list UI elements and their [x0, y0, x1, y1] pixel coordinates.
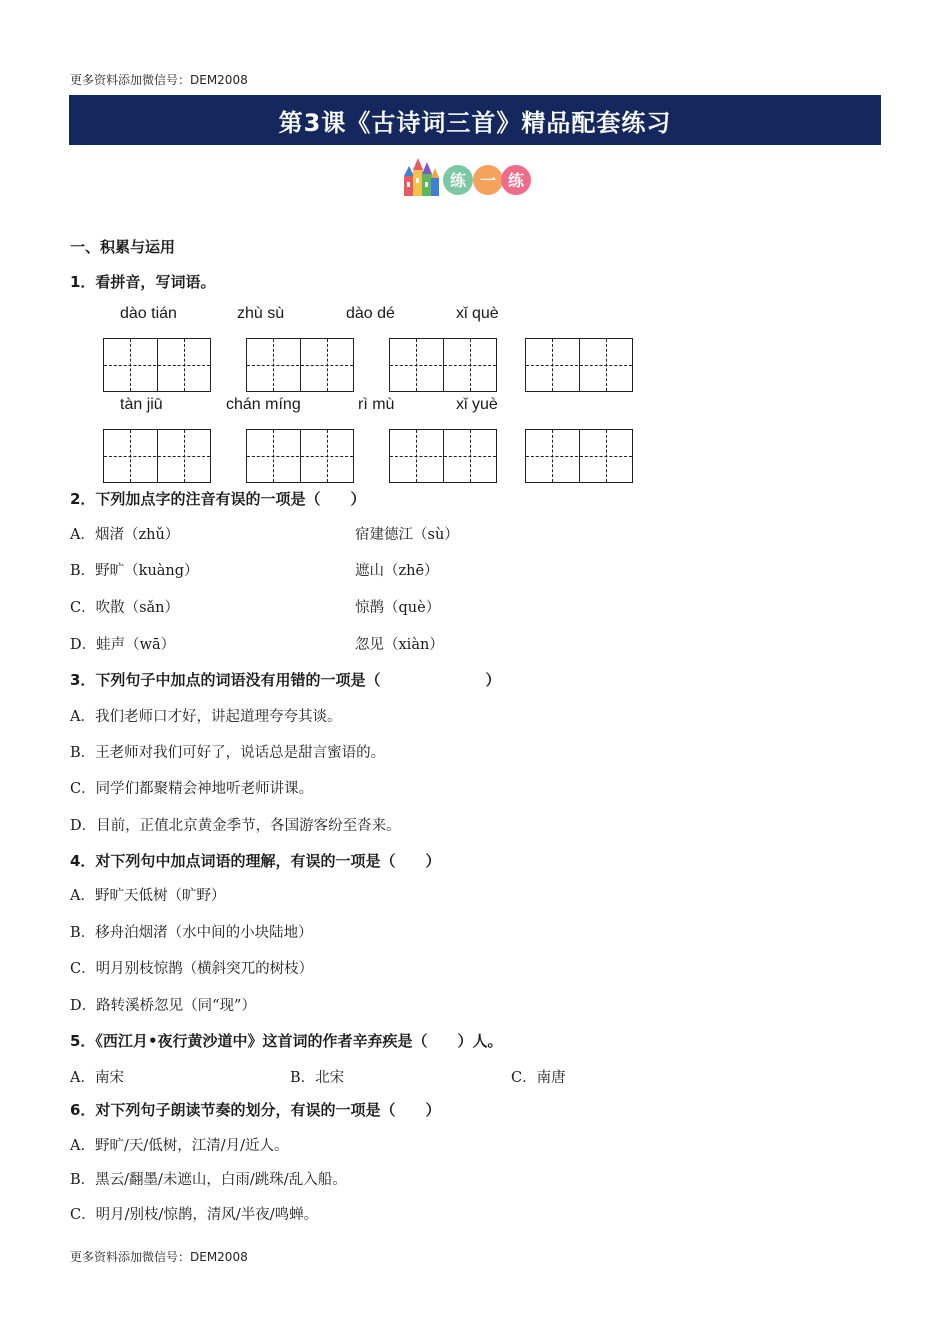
page-title-text: 第3课《古诗词三首》精品配套练习: [278, 108, 672, 137]
pinyin-2: zhù sù: [237, 305, 285, 322]
q6-title: 6．对下列句子朗读节奏的划分，有误的一项是（ ）: [70, 1101, 441, 1119]
page-title: [69, 95, 881, 145]
pinyin-7: rì mù: [358, 396, 395, 413]
q2-option-c-left: C．吹散（sǎn）: [70, 600, 180, 616]
q5-option-a: A．南宋: [70, 1070, 124, 1086]
q2-option-c-right: 惊鹊（què）: [355, 600, 441, 616]
writing-grid[interactable]: [246, 338, 354, 392]
q4-option-a: A．野旷天低树（旷野）: [70, 888, 226, 904]
writing-grid[interactable]: [103, 429, 211, 483]
q1-title: 1．看拼音，写词语。: [70, 273, 216, 291]
writing-grid[interactable]: [103, 338, 211, 392]
pinyin-3: dào dé: [346, 305, 395, 322]
q2-option-a-left: A．烟渚（zhǔ）: [70, 527, 180, 543]
q4-title: 4．对下列句中加点词语的理解，有误的一项是（ ）: [70, 852, 441, 870]
q3-option-b: B．王老师对我们可好了，说话总是甜言蜜语的。: [70, 745, 386, 761]
q3-option-c: C．同学们都聚精会神地听老师讲课。: [70, 781, 314, 797]
q6-option-b: B．黑云/翻墨/未遮山，白雨/跳珠/乱入船。: [70, 1172, 347, 1188]
q3-option-a: A．我们老师口才好，讲起道理夸夸其谈。: [70, 709, 342, 725]
practice-banner: [402, 154, 534, 198]
q5-option-c: C．南唐: [511, 1070, 566, 1086]
castle-icon: [404, 158, 439, 196]
pinyin-8: xǐ yuè: [456, 396, 498, 413]
q4-option-b: B．移舟泊烟渚（水中间的小块陆地）: [70, 925, 313, 941]
q2-option-b-left: B．野旷（kuàng）: [70, 563, 199, 579]
header-note: 更多资料添加微信号：DEM2008: [70, 73, 248, 87]
banner-char-3: 练: [507, 171, 525, 190]
q2-option-b-right: 遮山（zhē）: [355, 563, 439, 579]
q5-title: 5．《西江月•夜行黄沙道中》这首词的作者辛弃疾是（ ）人。: [70, 1032, 503, 1050]
writing-grid[interactable]: [389, 429, 497, 483]
pinyin-4: xǐ què: [456, 305, 499, 322]
footer-note: 更多资料添加微信号：DEM2008: [70, 1250, 248, 1264]
q4-option-d: D．路转溪桥忽见（同“现”）: [70, 998, 256, 1014]
pinyin-5: tàn jiū: [120, 396, 163, 413]
writing-grid[interactable]: [525, 338, 633, 392]
q4-option-c: C．明月别枝惊鹊（横斜突兀的树枝）: [70, 961, 314, 977]
writing-grid[interactable]: [246, 429, 354, 483]
q2-option-d-right: 忽见（xiàn）: [355, 637, 444, 653]
q3-option-d: D．目前，正值北京黄金季节，各国游客纷至沓来。: [70, 818, 401, 834]
q2-option-d-left: D．蛙声（wā）: [70, 637, 176, 653]
pinyin-1: dào tián: [120, 305, 177, 322]
q5-option-b: B．北宋: [290, 1070, 345, 1086]
pinyin-6: chán míng: [226, 396, 301, 413]
q2-title: 2．下列加点字的注音有误的一项是（ ）: [70, 490, 366, 508]
banner-char-1: 练: [449, 171, 467, 190]
q3-title: 3．下列句子中加点的词语没有用错的一项是（ ）: [70, 671, 501, 689]
writing-grid[interactable]: [525, 429, 633, 483]
q6-option-c: C．明月/别枝/惊鹊，清风/半夜/鸣蝉。: [70, 1207, 319, 1223]
writing-grid[interactable]: [389, 338, 497, 392]
q2-option-a-right: 宿建德江（sù）: [355, 527, 459, 543]
q6-option-a: A．野旷/天/低树，江清/月/近人。: [70, 1138, 289, 1154]
banner-char-2: 一: [479, 171, 497, 190]
section-title: 一、积累与运用: [70, 238, 176, 256]
